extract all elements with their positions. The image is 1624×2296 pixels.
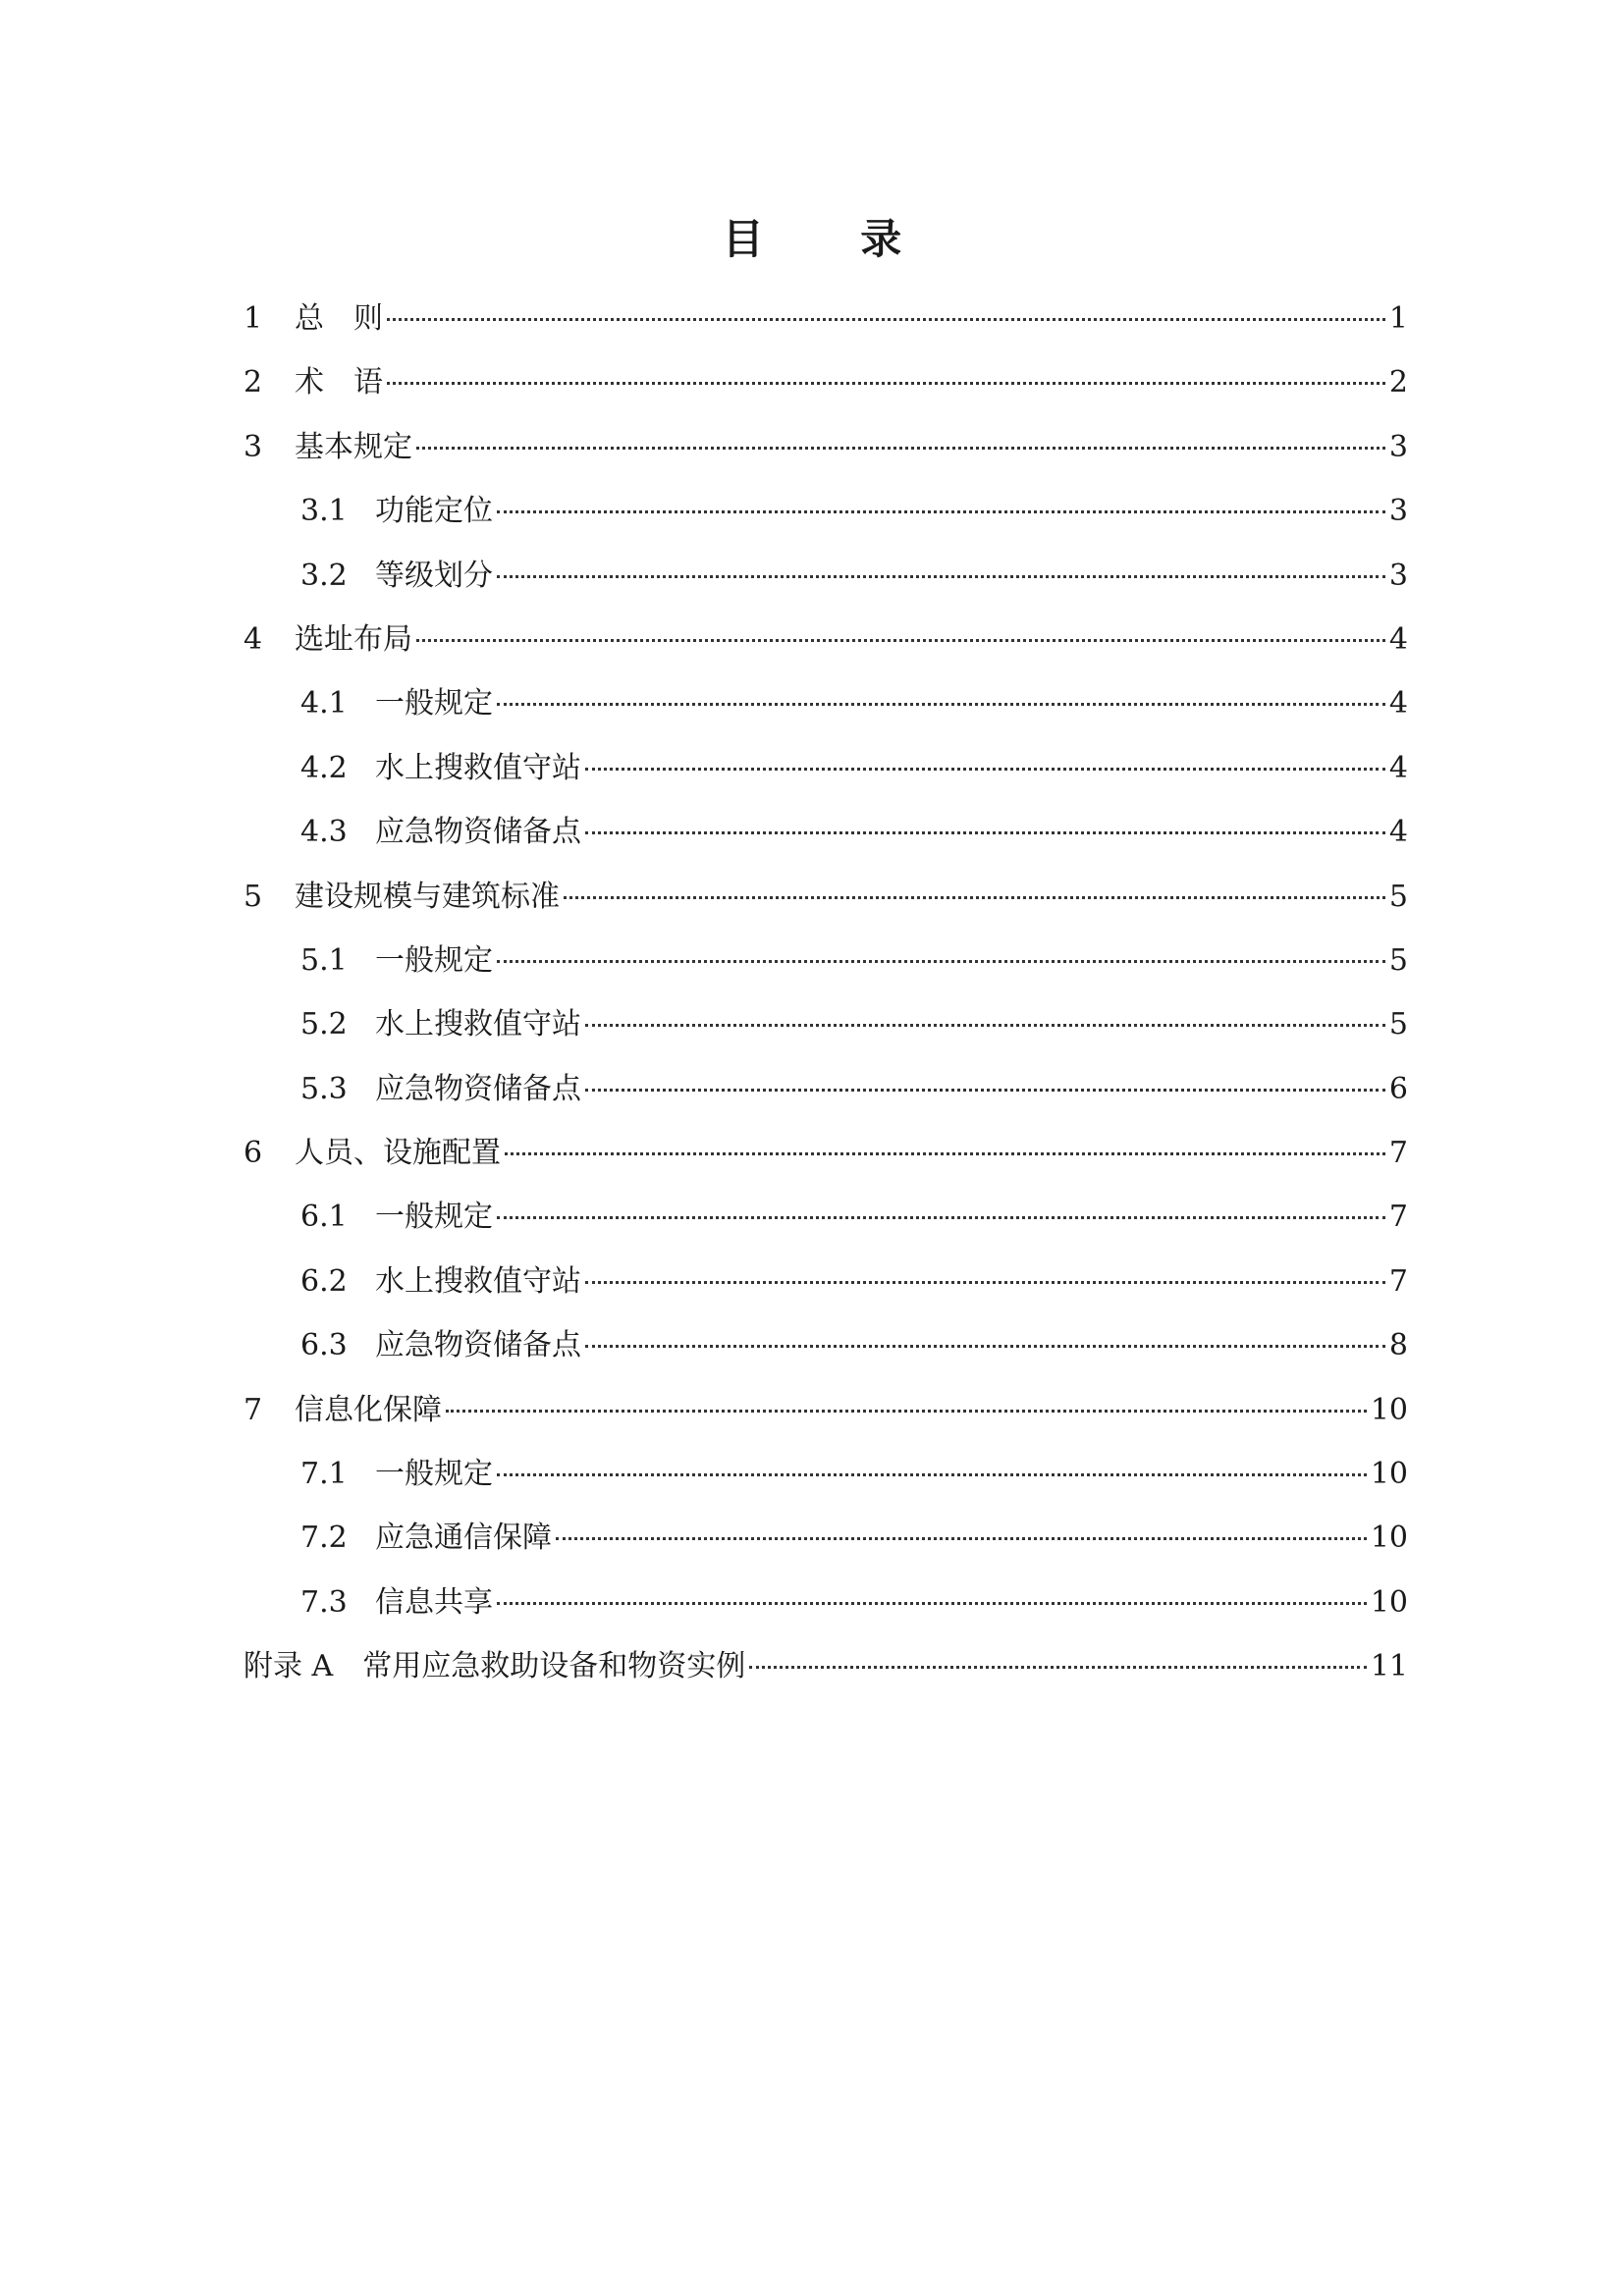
entry-page: 10 xyxy=(1370,1457,1408,1492)
entry-label: 应急物资储备点 xyxy=(375,1071,581,1106)
entry-label: 水上搜救值守站 xyxy=(375,1007,581,1042)
dot-leader xyxy=(497,960,1385,963)
entry-label: 一般规定 xyxy=(375,686,493,721)
entry-page: 10 xyxy=(1370,1521,1408,1556)
dot-leader xyxy=(585,1281,1385,1284)
toc-subentry[interactable] xyxy=(244,544,1408,608)
entry-number: 4.1 xyxy=(300,686,348,721)
entry-number: 5.3 xyxy=(300,1071,348,1106)
entry-label: 术 语 xyxy=(295,365,383,400)
entry-number: 7.1 xyxy=(300,1457,348,1492)
entry-page: 4 xyxy=(1388,750,1408,785)
entry-number: 7.3 xyxy=(300,1584,348,1620)
entry-number: 6.2 xyxy=(300,1263,348,1299)
entry-label: 一般规定 xyxy=(375,1457,493,1492)
entry-number: 1 xyxy=(244,301,263,336)
dot-leader xyxy=(585,831,1385,834)
dot-leader xyxy=(416,447,1385,450)
toc-subentry[interactable] xyxy=(244,1313,1408,1377)
entry-page: 8 xyxy=(1388,1328,1408,1363)
entry-page: 3 xyxy=(1388,494,1408,529)
entry-number: 4.2 xyxy=(300,750,348,785)
toc-subentry[interactable] xyxy=(244,1185,1408,1249)
toc-appendix-entry[interactable] xyxy=(244,1634,1408,1698)
toc-entry[interactable] xyxy=(244,608,1408,671)
dot-leader xyxy=(416,639,1385,642)
entry-label: 等级划分 xyxy=(375,558,493,593)
entry-page: 5 xyxy=(1388,879,1408,914)
entry-number: 附录 A xyxy=(244,1649,334,1684)
toc-subentry[interactable] xyxy=(244,929,1408,992)
toc-title: 目 录 xyxy=(722,215,944,263)
entry-number: 5 xyxy=(244,879,263,914)
table-of-contents xyxy=(244,287,1408,1699)
dot-leader xyxy=(585,1024,1385,1027)
entry-page: 7 xyxy=(1388,1263,1408,1299)
toc-subentry[interactable] xyxy=(244,479,1408,543)
toc-subentry[interactable] xyxy=(244,1506,1408,1570)
toc-subentry[interactable] xyxy=(244,992,1408,1056)
toc-subentry[interactable] xyxy=(244,1057,1408,1121)
entry-page: 4 xyxy=(1388,621,1408,657)
entry-page: 10 xyxy=(1370,1392,1408,1427)
dot-leader xyxy=(497,703,1385,706)
dot-leader xyxy=(556,1537,1367,1540)
entry-number: 7 xyxy=(244,1392,263,1427)
entry-number: 6.1 xyxy=(300,1200,348,1235)
entry-label: 总 则 xyxy=(295,301,383,336)
entry-number: 3.2 xyxy=(300,558,348,593)
entry-label: 一般规定 xyxy=(375,1200,493,1235)
toc-subentry[interactable] xyxy=(244,1442,1408,1506)
entry-label: 建设规模与建筑标准 xyxy=(295,879,560,914)
dot-leader xyxy=(387,382,1385,385)
dot-leader xyxy=(387,318,1385,321)
toc-subentry[interactable] xyxy=(244,671,1408,735)
toc-entry[interactable] xyxy=(244,1121,1408,1185)
entry-number: 5.1 xyxy=(300,942,348,978)
dot-leader xyxy=(497,1602,1367,1605)
entry-page: 4 xyxy=(1388,815,1408,850)
entry-label: 常用应急救助设备和物资实例 xyxy=(362,1649,746,1684)
entry-number: 4.3 xyxy=(300,815,348,850)
entry-page: 5 xyxy=(1388,1007,1408,1042)
entry-number: 2 xyxy=(244,365,263,400)
dot-leader xyxy=(505,1152,1385,1155)
entry-number: 6 xyxy=(244,1136,263,1171)
entry-label: 功能定位 xyxy=(375,494,493,529)
toc-entry[interactable] xyxy=(244,350,1408,414)
entry-page: 1 xyxy=(1388,301,1408,336)
entry-number: 4 xyxy=(244,621,263,657)
entry-page: 5 xyxy=(1388,942,1408,978)
entry-page: 7 xyxy=(1388,1136,1408,1171)
toc-entry[interactable] xyxy=(244,1378,1408,1442)
dot-leader xyxy=(564,896,1385,899)
entry-label: 水上搜救值守站 xyxy=(375,1263,581,1299)
dot-leader xyxy=(497,575,1385,578)
entry-label: 应急物资储备点 xyxy=(375,1328,581,1363)
toc-entry[interactable] xyxy=(244,865,1408,929)
toc-subentry[interactable] xyxy=(244,1250,1408,1313)
toc-subentry[interactable] xyxy=(244,800,1408,864)
entry-page: 6 xyxy=(1388,1071,1408,1106)
dot-leader xyxy=(446,1410,1367,1413)
toc-entry[interactable] xyxy=(244,415,1408,479)
entry-label: 人员、设施配置 xyxy=(295,1136,501,1171)
dot-leader xyxy=(497,1473,1367,1476)
toc-entry[interactable] xyxy=(244,287,1408,350)
entry-number: 6.3 xyxy=(300,1328,348,1363)
entry-page: 3 xyxy=(1388,429,1408,464)
entry-label: 基本规定 xyxy=(295,429,412,464)
entry-label: 一般规定 xyxy=(375,942,493,978)
dot-leader xyxy=(585,1345,1385,1348)
dot-leader xyxy=(585,768,1385,771)
entry-page: 11 xyxy=(1370,1649,1408,1684)
entry-number: 3 xyxy=(244,429,263,464)
dot-leader xyxy=(497,510,1385,513)
entry-page: 10 xyxy=(1370,1584,1408,1620)
dot-leader xyxy=(585,1089,1385,1092)
entry-label: 应急通信保障 xyxy=(375,1521,552,1556)
entry-page: 2 xyxy=(1388,365,1408,400)
entry-label: 信息共享 xyxy=(375,1584,493,1620)
entry-number: 7.2 xyxy=(300,1521,348,1556)
entry-label: 信息化保障 xyxy=(295,1392,442,1427)
entry-number: 3.1 xyxy=(300,494,348,529)
entry-number: 5.2 xyxy=(300,1007,348,1042)
entry-page: 3 xyxy=(1388,558,1408,593)
toc-subentry[interactable] xyxy=(244,1571,1408,1634)
entry-page: 4 xyxy=(1388,686,1408,721)
dot-leader xyxy=(749,1666,1367,1669)
toc-subentry[interactable] xyxy=(244,736,1408,800)
dot-leader xyxy=(497,1216,1385,1219)
entry-label: 应急物资储备点 xyxy=(375,815,581,850)
entry-label: 选址布局 xyxy=(295,621,412,657)
entry-page: 7 xyxy=(1388,1200,1408,1235)
entry-label: 水上搜救值守站 xyxy=(375,750,581,785)
